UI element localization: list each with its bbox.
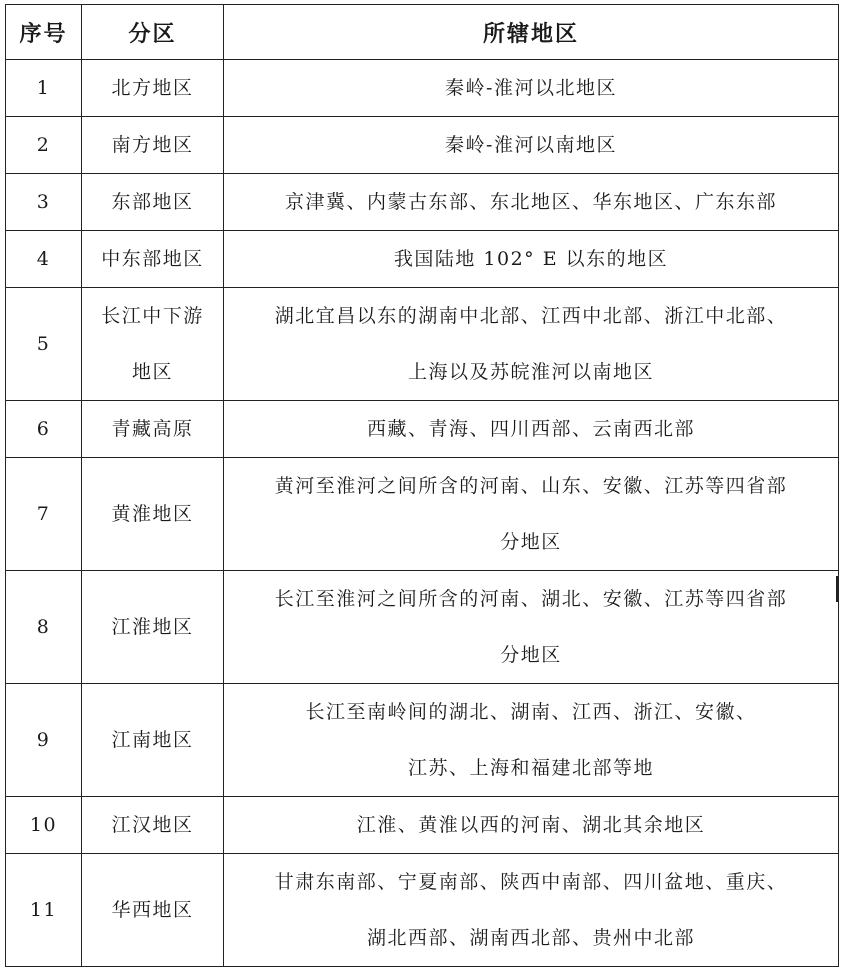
header-zone: 分区	[82, 5, 224, 60]
table-row	[6, 60, 839, 117]
row-areas: 秦岭-淮河以北地区	[224, 60, 839, 117]
row-zone: 北方地区	[82, 60, 224, 117]
row-index: 1	[6, 60, 82, 117]
row-zone: 华西地区	[82, 854, 224, 967]
header-areas: 所辖地区	[224, 5, 839, 60]
areas-line: 江苏、上海和福建北部等地	[407, 757, 654, 779]
areas-line: 黄河至淮河之间所含的河南、山东、安徽、江苏等四省部	[274, 475, 788, 497]
areas-line: 上海以及苏皖淮河以南地区	[407, 361, 654, 383]
row-index: 8	[6, 571, 82, 684]
table-row	[6, 288, 839, 401]
row-index: 7	[6, 458, 82, 571]
areas-line: 甘肃东南部、宁夏南部、陕西中南部、四川盆地、重庆、	[274, 871, 788, 893]
row-index: 11	[6, 854, 82, 967]
row-index: 3	[6, 174, 82, 231]
row-areas: 秦岭-淮河以南地区	[224, 117, 839, 174]
zone-line: 地区	[131, 361, 173, 383]
row-index: 5	[6, 288, 82, 401]
row-zone: 黄淮地区	[82, 458, 224, 571]
row-areas	[224, 684, 839, 797]
row-zone: 东部地区	[82, 174, 224, 231]
row-index: 10	[6, 797, 82, 854]
zone-line: 长江中下游	[101, 305, 204, 327]
row-zone: 江汉地区	[82, 797, 224, 854]
row-areas: 西藏、青海、四川西部、云南西北部	[224, 401, 839, 458]
areas-line: 长江至淮河之间所含的河南、湖北、安徽、江苏等四省部	[274, 588, 788, 610]
table-row	[6, 174, 839, 231]
table-row	[6, 797, 839, 854]
row-areas: 江淮、黄淮以西的河南、湖北其余地区	[224, 797, 839, 854]
areas-line: 湖北宜昌以东的湖南中北部、江西中北部、浙江中北部、	[274, 305, 788, 327]
row-zone: 中东部地区	[82, 231, 224, 288]
row-index: 2	[6, 117, 82, 174]
row-areas	[224, 571, 839, 684]
row-zone: 青藏高原	[82, 401, 224, 458]
table-row	[6, 684, 839, 797]
row-areas: 我国陆地 102° E 以东的地区	[224, 231, 839, 288]
table-row	[6, 458, 839, 571]
row-areas: 京津冀、内蒙古东部、东北地区、华东地区、广东东部	[224, 174, 839, 231]
table-row	[6, 854, 839, 967]
row-areas	[224, 458, 839, 571]
row-index: 4	[6, 231, 82, 288]
row-index: 9	[6, 684, 82, 797]
row-zone: 江淮地区	[82, 571, 224, 684]
row-index: 6	[6, 401, 82, 458]
areas-line: 分地区	[500, 531, 562, 553]
areas-line: 长江至南岭间的湖北、湖南、江西、浙江、安徽、	[305, 701, 757, 723]
row-areas	[224, 854, 839, 967]
areas-line: 分地区	[500, 644, 562, 666]
table-header-row	[6, 5, 839, 60]
table-edge-mark	[836, 576, 838, 602]
row-zone: 南方地区	[82, 117, 224, 174]
table-row	[6, 401, 839, 458]
header-index: 序号	[6, 5, 82, 60]
row-areas	[224, 288, 839, 401]
row-zone	[82, 288, 224, 401]
region-division-table	[5, 4, 839, 967]
table-row	[6, 571, 839, 684]
row-zone: 江南地区	[82, 684, 224, 797]
table-row	[6, 117, 839, 174]
areas-line: 湖北西部、湖南西北部、贵州中北部	[366, 927, 695, 949]
table-row	[6, 231, 839, 288]
